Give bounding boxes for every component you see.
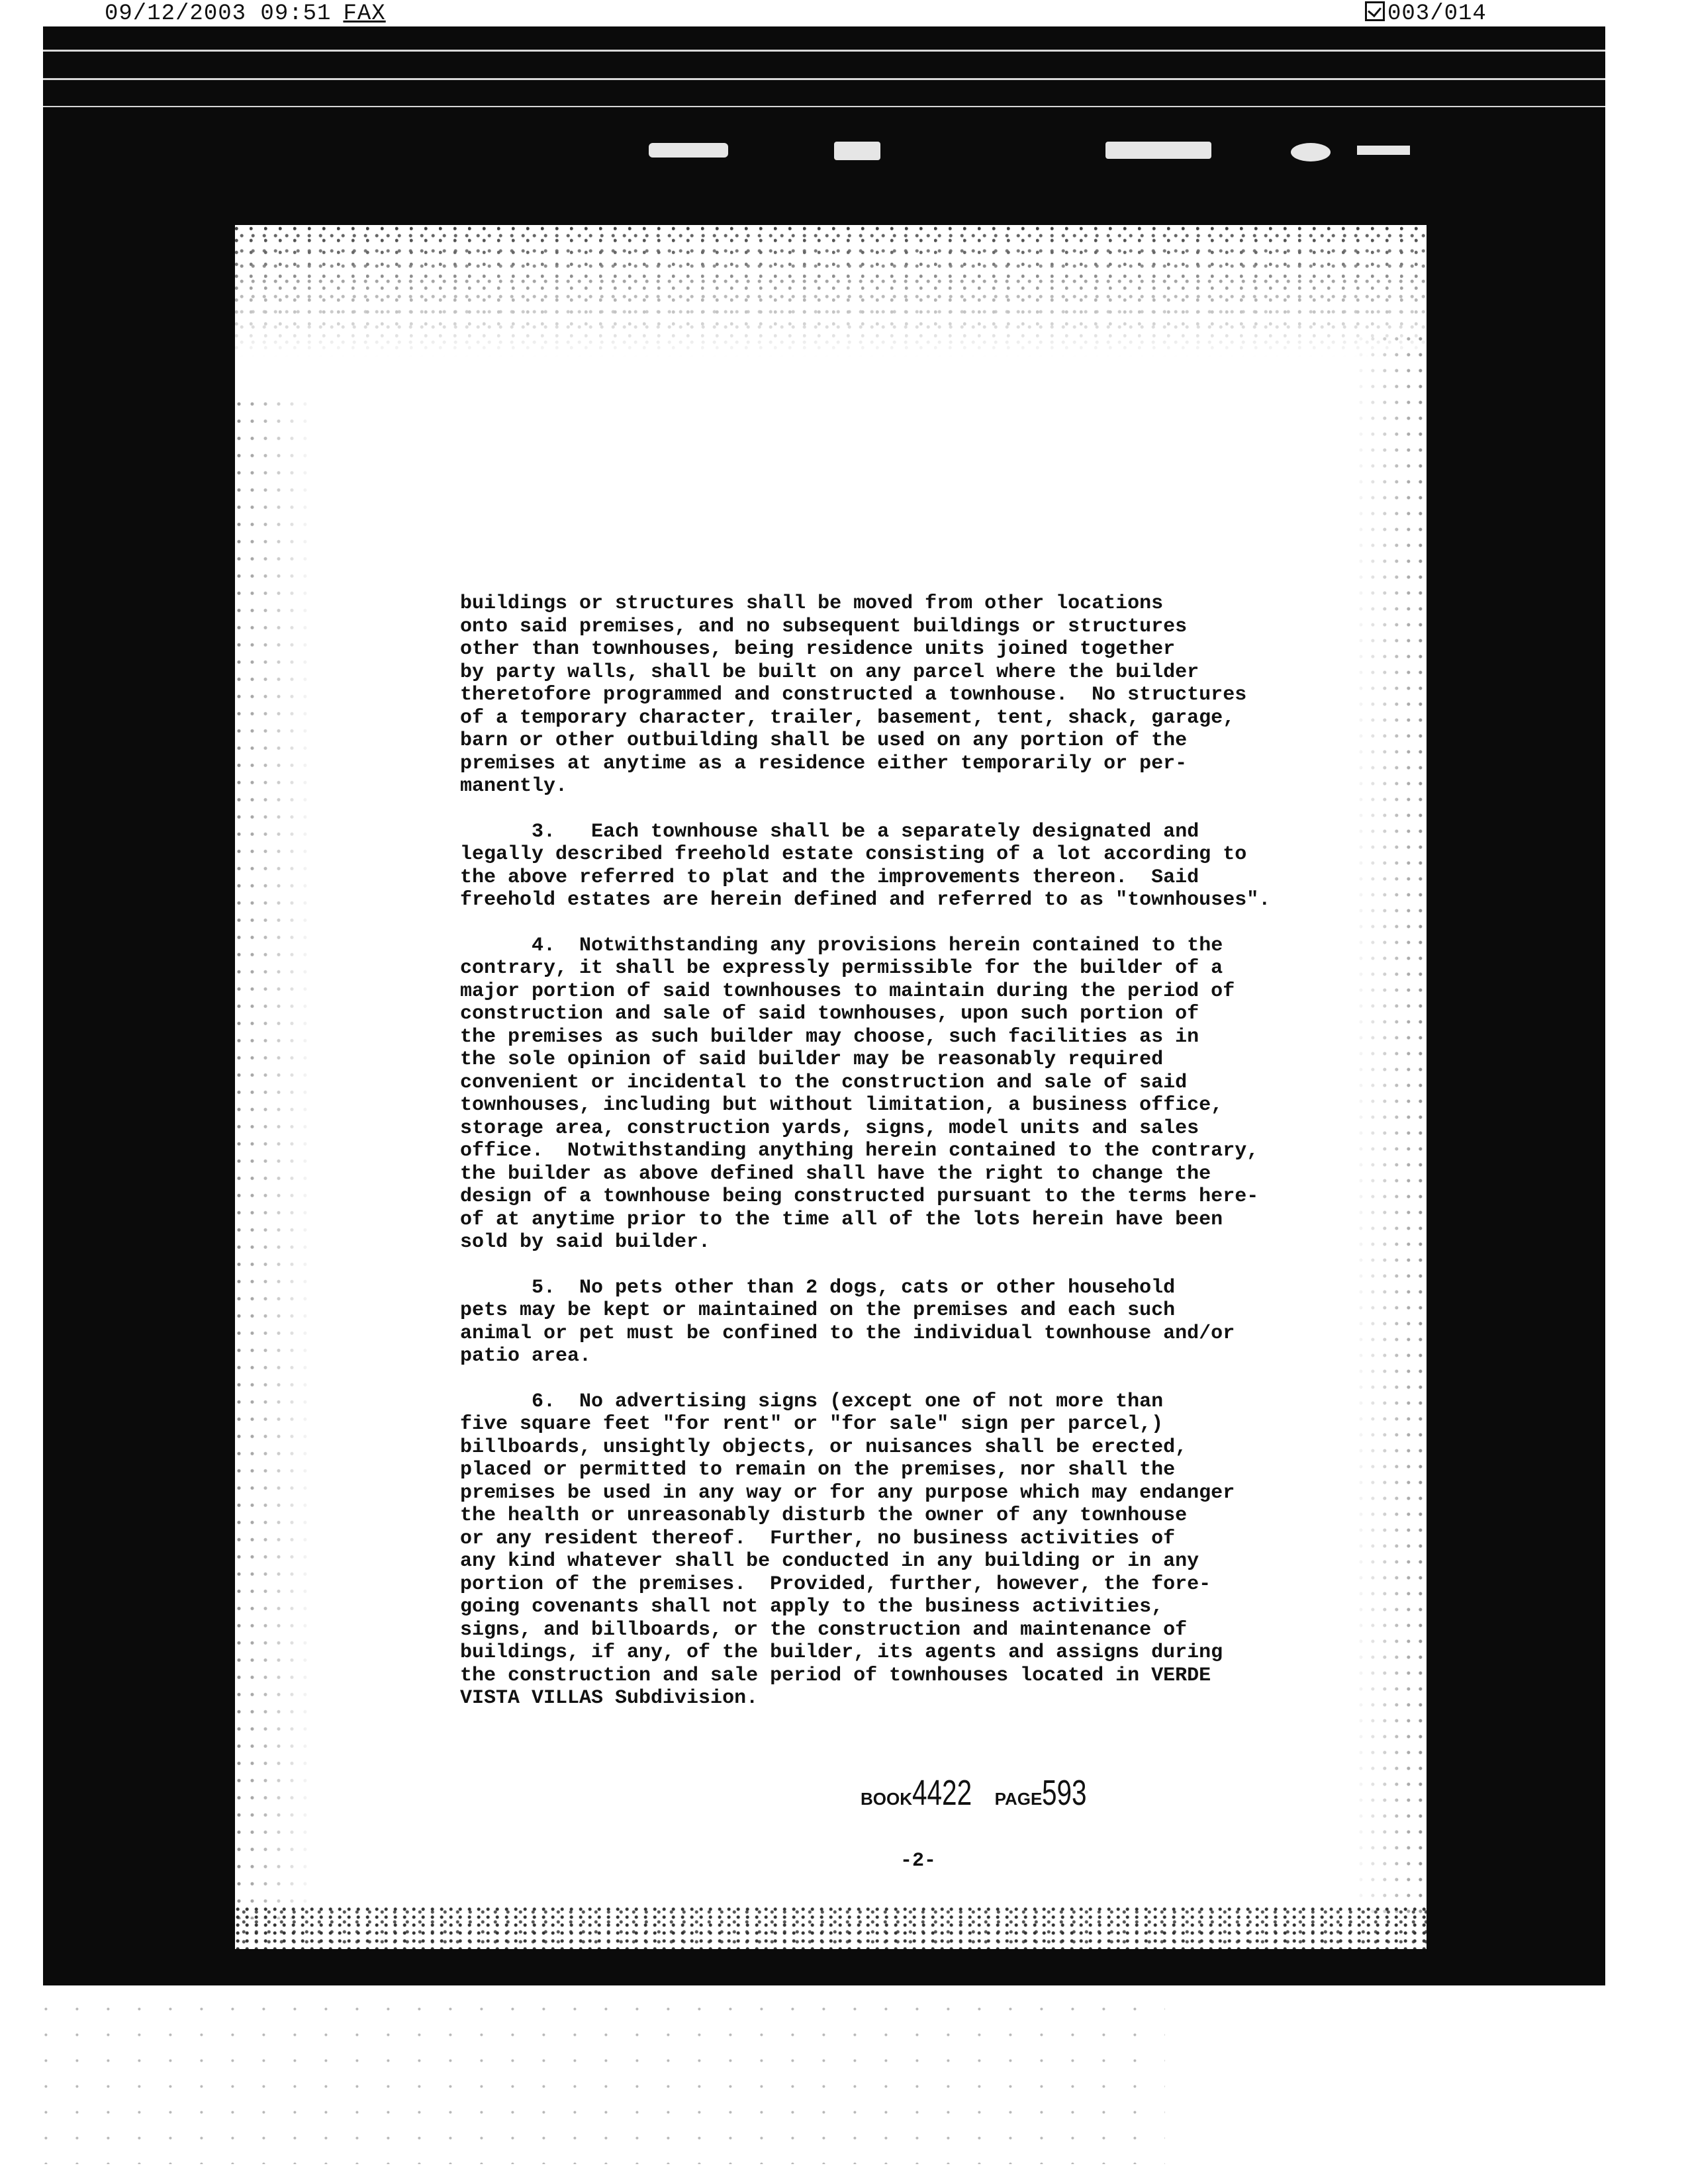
paragraph-6: 6. No advertising signs (except one of not more than five square feet "for rent" or "for sale" sign per parcel,) billboards, unsightly objects, or nuisances shall be erected, placed or permitted to remain on the premises, nor shall the premises be used in any way or for any purpose which may endanger the health or unreasonably disturb the owner of any townhouse or any resident thereof. Further, no business activities of any kind whatever shall be conducted in any building or in any portion of the premises. Provided, further, however, the fore- going covenants shall not apply to the business activities, signs, and billboards, or the construction and maintenance of buildings, if any, of the builder, its agents and assigns during the construction and sale period of townhouses located in VERDE VISTA VILLAS Subdivision.	[460, 1390, 1235, 1709]
page-label: PAGE	[994, 1789, 1043, 1809]
book-label: BOOK	[861, 1789, 912, 1809]
frame-garbled-marks	[635, 131, 1496, 171]
scan-speckle-noise	[40, 1999, 1165, 2164]
fax-page-counter: 003/014	[1387, 1, 1487, 26]
frame-rule-top	[43, 50, 1605, 52]
page-number: -2-	[900, 1850, 937, 1872]
fax-label: FAX	[343, 1, 386, 26]
frame-rule-mid	[43, 106, 1605, 107]
book-page-stamp	[861, 1772, 1102, 1813]
paper-bottom-edge-noise	[235, 1906, 1427, 1949]
paper-left-edge-noise	[235, 397, 314, 1919]
paper-top-edge-noise	[235, 225, 1427, 357]
page-ref: 593	[1042, 1773, 1087, 1813]
book-number: 4422	[912, 1773, 972, 1813]
fax-datetime: 09/12/2003 09:51	[105, 1, 332, 26]
paragraph-4: 4. Notwithstanding any provisions herein contained to the contrary, it shall be expressly permissible for the builder of a major portion of said townhouses to maintain during the period of construction and sale of said townhouses, upon such portion of the premises as such builder may choose, such facilities as in the sole opinion of said builder may be reasonably required convenient or incidental to the construction and sale of said townhouses, including but without limitation, a business office, storage area, construction yards, signs, model units and sales office. Notwithstanding anything herein contained to the contrary, the builder as above defined shall have the right to change the design of a townhouse being constructed pursuant to the terms here- of at anytime prior to the time all of the lots herein have been sold by said builder.	[460, 934, 1259, 1253]
paragraph-continuation: buildings or structures shall be moved from other locations onto said premises, and no subsequent buildings or structures other than townhouses, being residence units joined together by party walls, shall be built on any parcel where the builder theretofore programmed and constructed a townhouse. No structures of a temporary character, trailer, basement, tent, shack, garage, barn or other outbuilding shall be used on any portion of the premises at anytime as a residence either temporarily or per- manently.	[460, 592, 1247, 797]
paragraph-3: 3. Each townhouse shall be a separately designated and legally described freehold estate consisting of a lot according to the above referred to plat and the improvements thereon. Said freehold estates are herein defined and referred to as "townhouses".	[460, 820, 1271, 911]
fax-checkbox-icon	[1365, 1, 1385, 21]
paragraph-5: 5. No pets other than 2 dogs, cats or other household pets may be kept or maintained on the premises and each such animal or pet must be confined to the individual townhouse and/or patio area.	[460, 1276, 1235, 1367]
fax-datetime-line	[105, 1, 386, 26]
document-body	[460, 592, 1400, 1733]
fax-page-counter-line	[1365, 1, 1487, 26]
frame-rule-upper	[43, 78, 1605, 80]
